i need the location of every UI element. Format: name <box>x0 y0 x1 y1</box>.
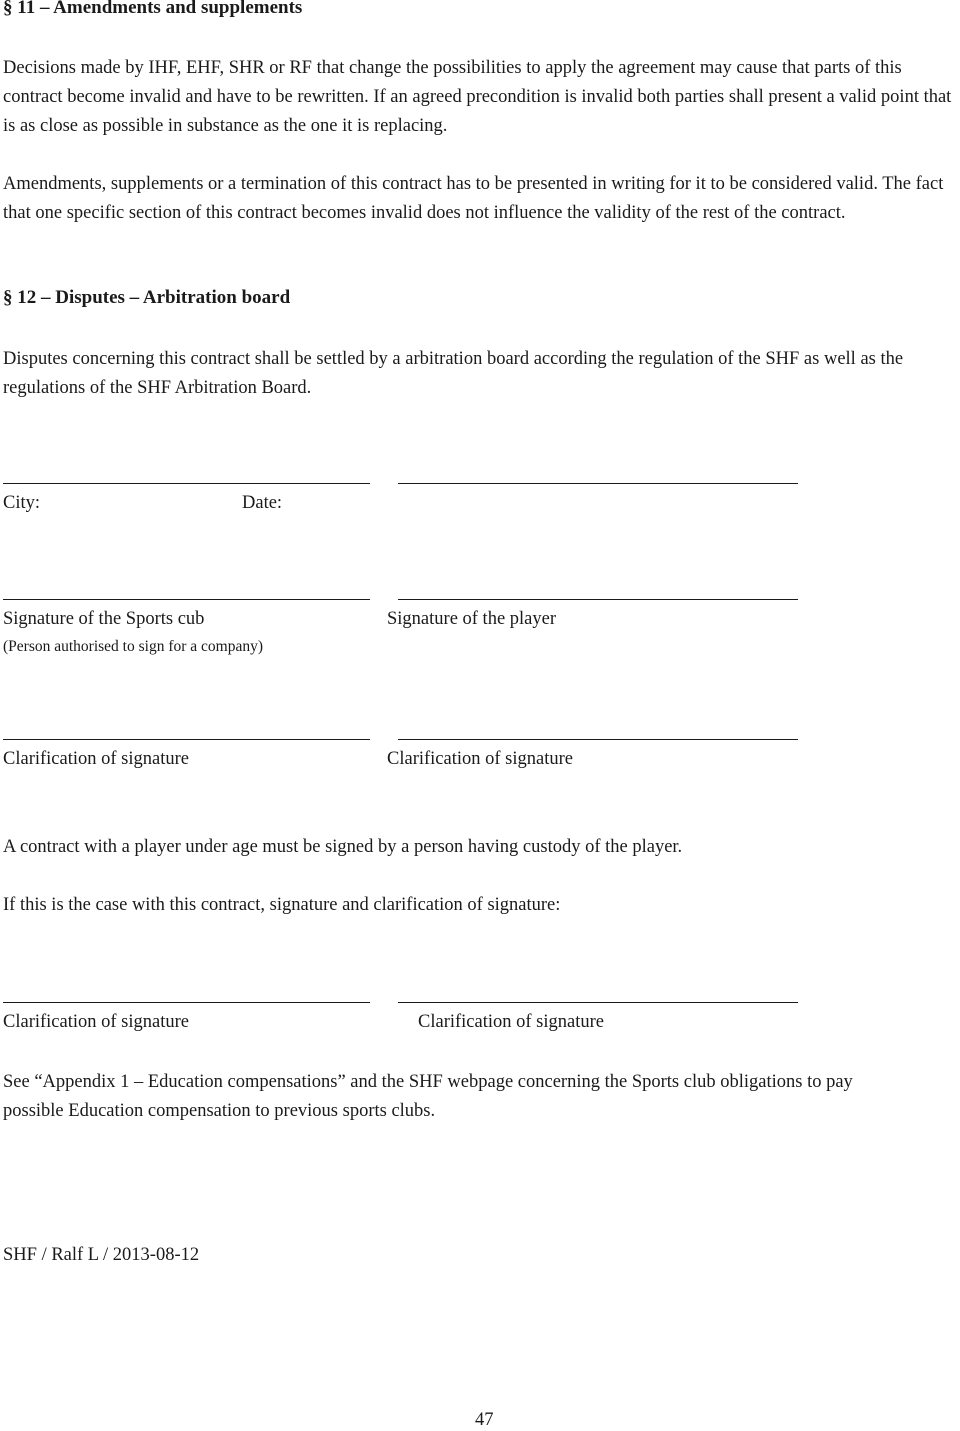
city-signature-line <box>3 483 370 484</box>
section-12-heading: § 12 – Disputes – Arbitration board <box>3 287 291 308</box>
club-signature-line <box>3 599 370 600</box>
section-11-paragraph-2: Amendments, supplements or a termination of this contract has to be presented in writing for it to be considered valid. The fact that one specific section of this contract becomes invalid does not influence the validity of the rest of the contract. <box>3 174 944 223</box>
club-signature-label: Signature of the Sports cub <box>3 609 205 629</box>
guardian-clarification-line-right <box>398 1002 798 1003</box>
city-label: City: <box>3 493 41 513</box>
appendix-note: See “Appendix 1 – Education compensations” and the SHF webpage concerning the Sports club obligations to pay possible Education compensation to previous sports clubs. <box>3 1072 853 1121</box>
page-number: 47 <box>475 1410 494 1430</box>
minor-instruction: If this is the case with this contract, signature and clarification of signature: <box>3 895 561 915</box>
section-11-heading: § 11 – Amendments and supplements <box>3 0 303 18</box>
club-signature-note: (Person authorised to sign for a company) <box>3 638 263 655</box>
guardian-clarification-label-right: Clarification of signature <box>418 1012 604 1032</box>
guardian-clarification-line-left <box>3 1002 370 1003</box>
guardian-clarification-label-left: Clarification of signature <box>3 1012 189 1032</box>
player-signature-label: Signature of the player <box>387 609 557 629</box>
clarification-label-right: Clarification of signature <box>387 749 573 769</box>
date-label: Date: <box>242 493 283 513</box>
section-11-paragraph-1: Decisions made by IHF, EHF, SHR or RF that change the possibilities to apply the agreement may cause that parts of this contract become invalid and have to be rewritten. If an agreed precondition is invalid both parties shall present a valid point that is as close as possible in substance as the one it is replacing. <box>3 58 952 136</box>
date-signature-line <box>398 483 798 484</box>
minor-notice: A contract with a player under age must be signed by a person having custody of the player. <box>3 837 683 857</box>
clarification-line-left <box>3 739 370 740</box>
clarification-line-right <box>398 739 798 740</box>
player-signature-line <box>398 599 798 600</box>
clarification-label-left: Clarification of signature <box>3 749 189 769</box>
section-12-paragraph-1: Disputes concerning this contract shall be settled by a arbitration board according the regulation of the SHF as well as the regulations of the SHF Arbitration Board. <box>3 349 904 398</box>
footer-reference: SHF / Ralf L / 2013-08-12 <box>3 1245 200 1265</box>
